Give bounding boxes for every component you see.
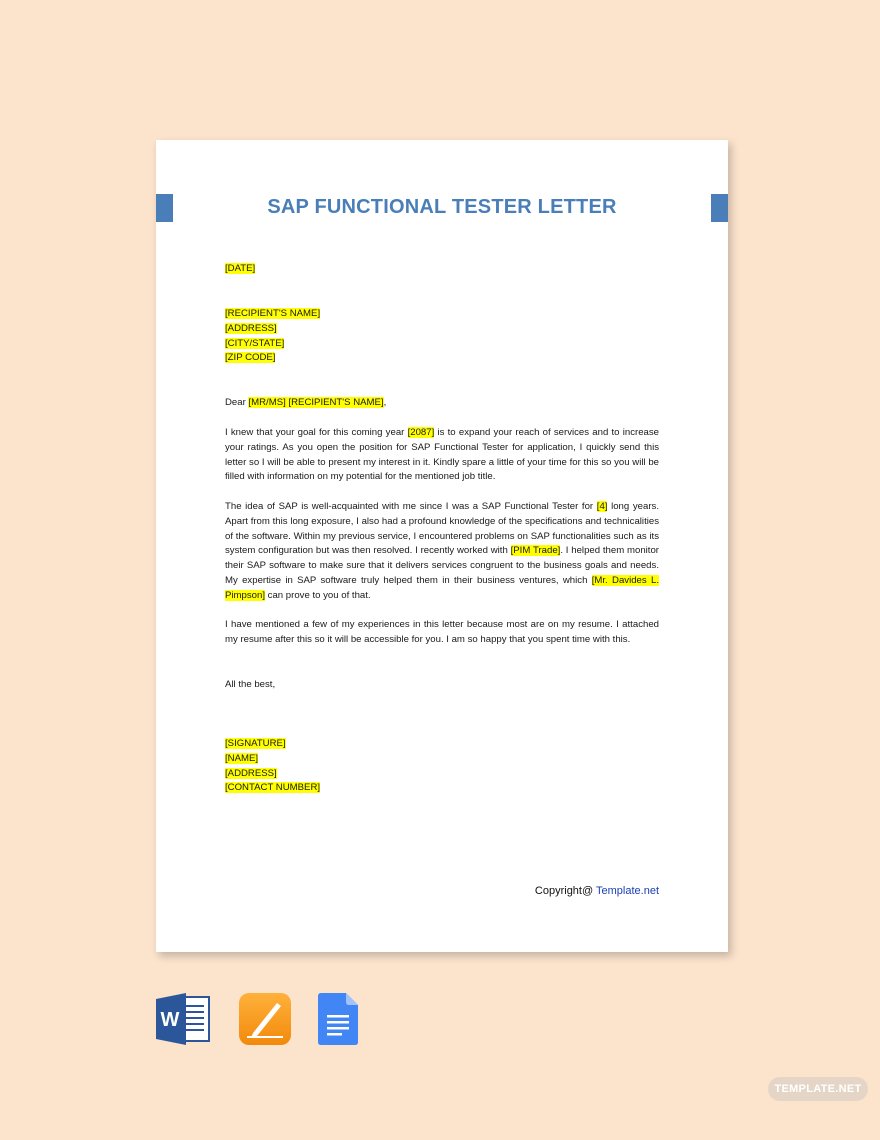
signature-block: [225, 737, 659, 796]
years-placeholder: [4]: [596, 501, 608, 512]
template-net-link[interactable]: Template.net: [596, 885, 659, 897]
paragraph-3: I have mentioned a few of my experiences in this letter because most are on my resume. I attached my resume after this so it will be accessible for you. I am so happy that you spent time with this.: [225, 619, 659, 645]
recipient-name-placeholder: [RECIPIENT'S NAME]: [225, 308, 321, 319]
recipient-zip-placeholder: [ZIP CODE]: [225, 352, 276, 364]
salutation-name-placeholder: [RECIPIENT'S NAME]: [288, 397, 384, 408]
paragraph-1: I knew that your goal for this coming year [2087] is to expand your reach of services and to increase your ratings. As you open the position for SAP Functional Tester for application, I quickly send this letter so I will be able to present my interest in it. Kindly spare a little of your time for this so you will be filled with information on my potential for the mentioned job title.: [225, 427, 659, 483]
recipient-address-placeholder: [ADDRESS]: [225, 322, 277, 334]
word-icon[interactable]: [156, 993, 212, 1050]
recipient-city-placeholder: [CITY/STATE]: [225, 337, 285, 349]
date-placeholder: [DATE]: [225, 263, 256, 274]
signature-placeholder: [SIGNATURE]: [225, 738, 286, 749]
honorific-placeholder: [MR/MS]: [248, 397, 286, 408]
letter-page: [156, 140, 728, 952]
google-docs-icon[interactable]: [318, 993, 358, 1050]
year-placeholder: [2087]: [407, 427, 435, 438]
reference-person-placeholder: [Mr. Davides L. Pimpson]: [225, 574, 659, 601]
closing: All the best,: [225, 679, 276, 690]
copyright-line: Copyright@ Template.net: [534, 885, 659, 897]
recipient-block: [225, 307, 659, 366]
contact-number-placeholder: [CONTACT NUMBER]: [225, 782, 321, 794]
template-net-watermark: TEMPLATE.NET: [768, 1077, 868, 1101]
paragraph-2: The idea of SAP is well-acquainted with me since I was a SAP Functional Tester for [4] long years. Apart from this long exposure, I also had a profound knowledge of the specifications and technicalities of the software. Within my previous service, I encountered problems on SAP functionalities such as its system configuration but was then resolved. I recently worked with [PIM Trade]. I helped them monitor their SAP software to make sure that it delivers services congruent to the business goals and needs. My expertise in SAP software truly helped them in their business ventures, which [Mr. Davides L. Pimpson] can prove to you of that.: [225, 501, 659, 601]
salutation: Dear [MR/MS] [RECIPIENT'S NAME],: [225, 397, 387, 408]
sender-address-placeholder: [ADDRESS]: [225, 767, 277, 779]
sender-name-placeholder: [NAME]: [225, 752, 259, 764]
date-block: [225, 262, 659, 277]
company-placeholder: [PIM Trade]: [510, 545, 561, 557]
svg-text:W: W: [160, 1009, 180, 1031]
pages-icon[interactable]: [239, 993, 291, 1050]
letter-title: SAP FUNCTIONAL TESTER LETTER: [267, 196, 617, 218]
